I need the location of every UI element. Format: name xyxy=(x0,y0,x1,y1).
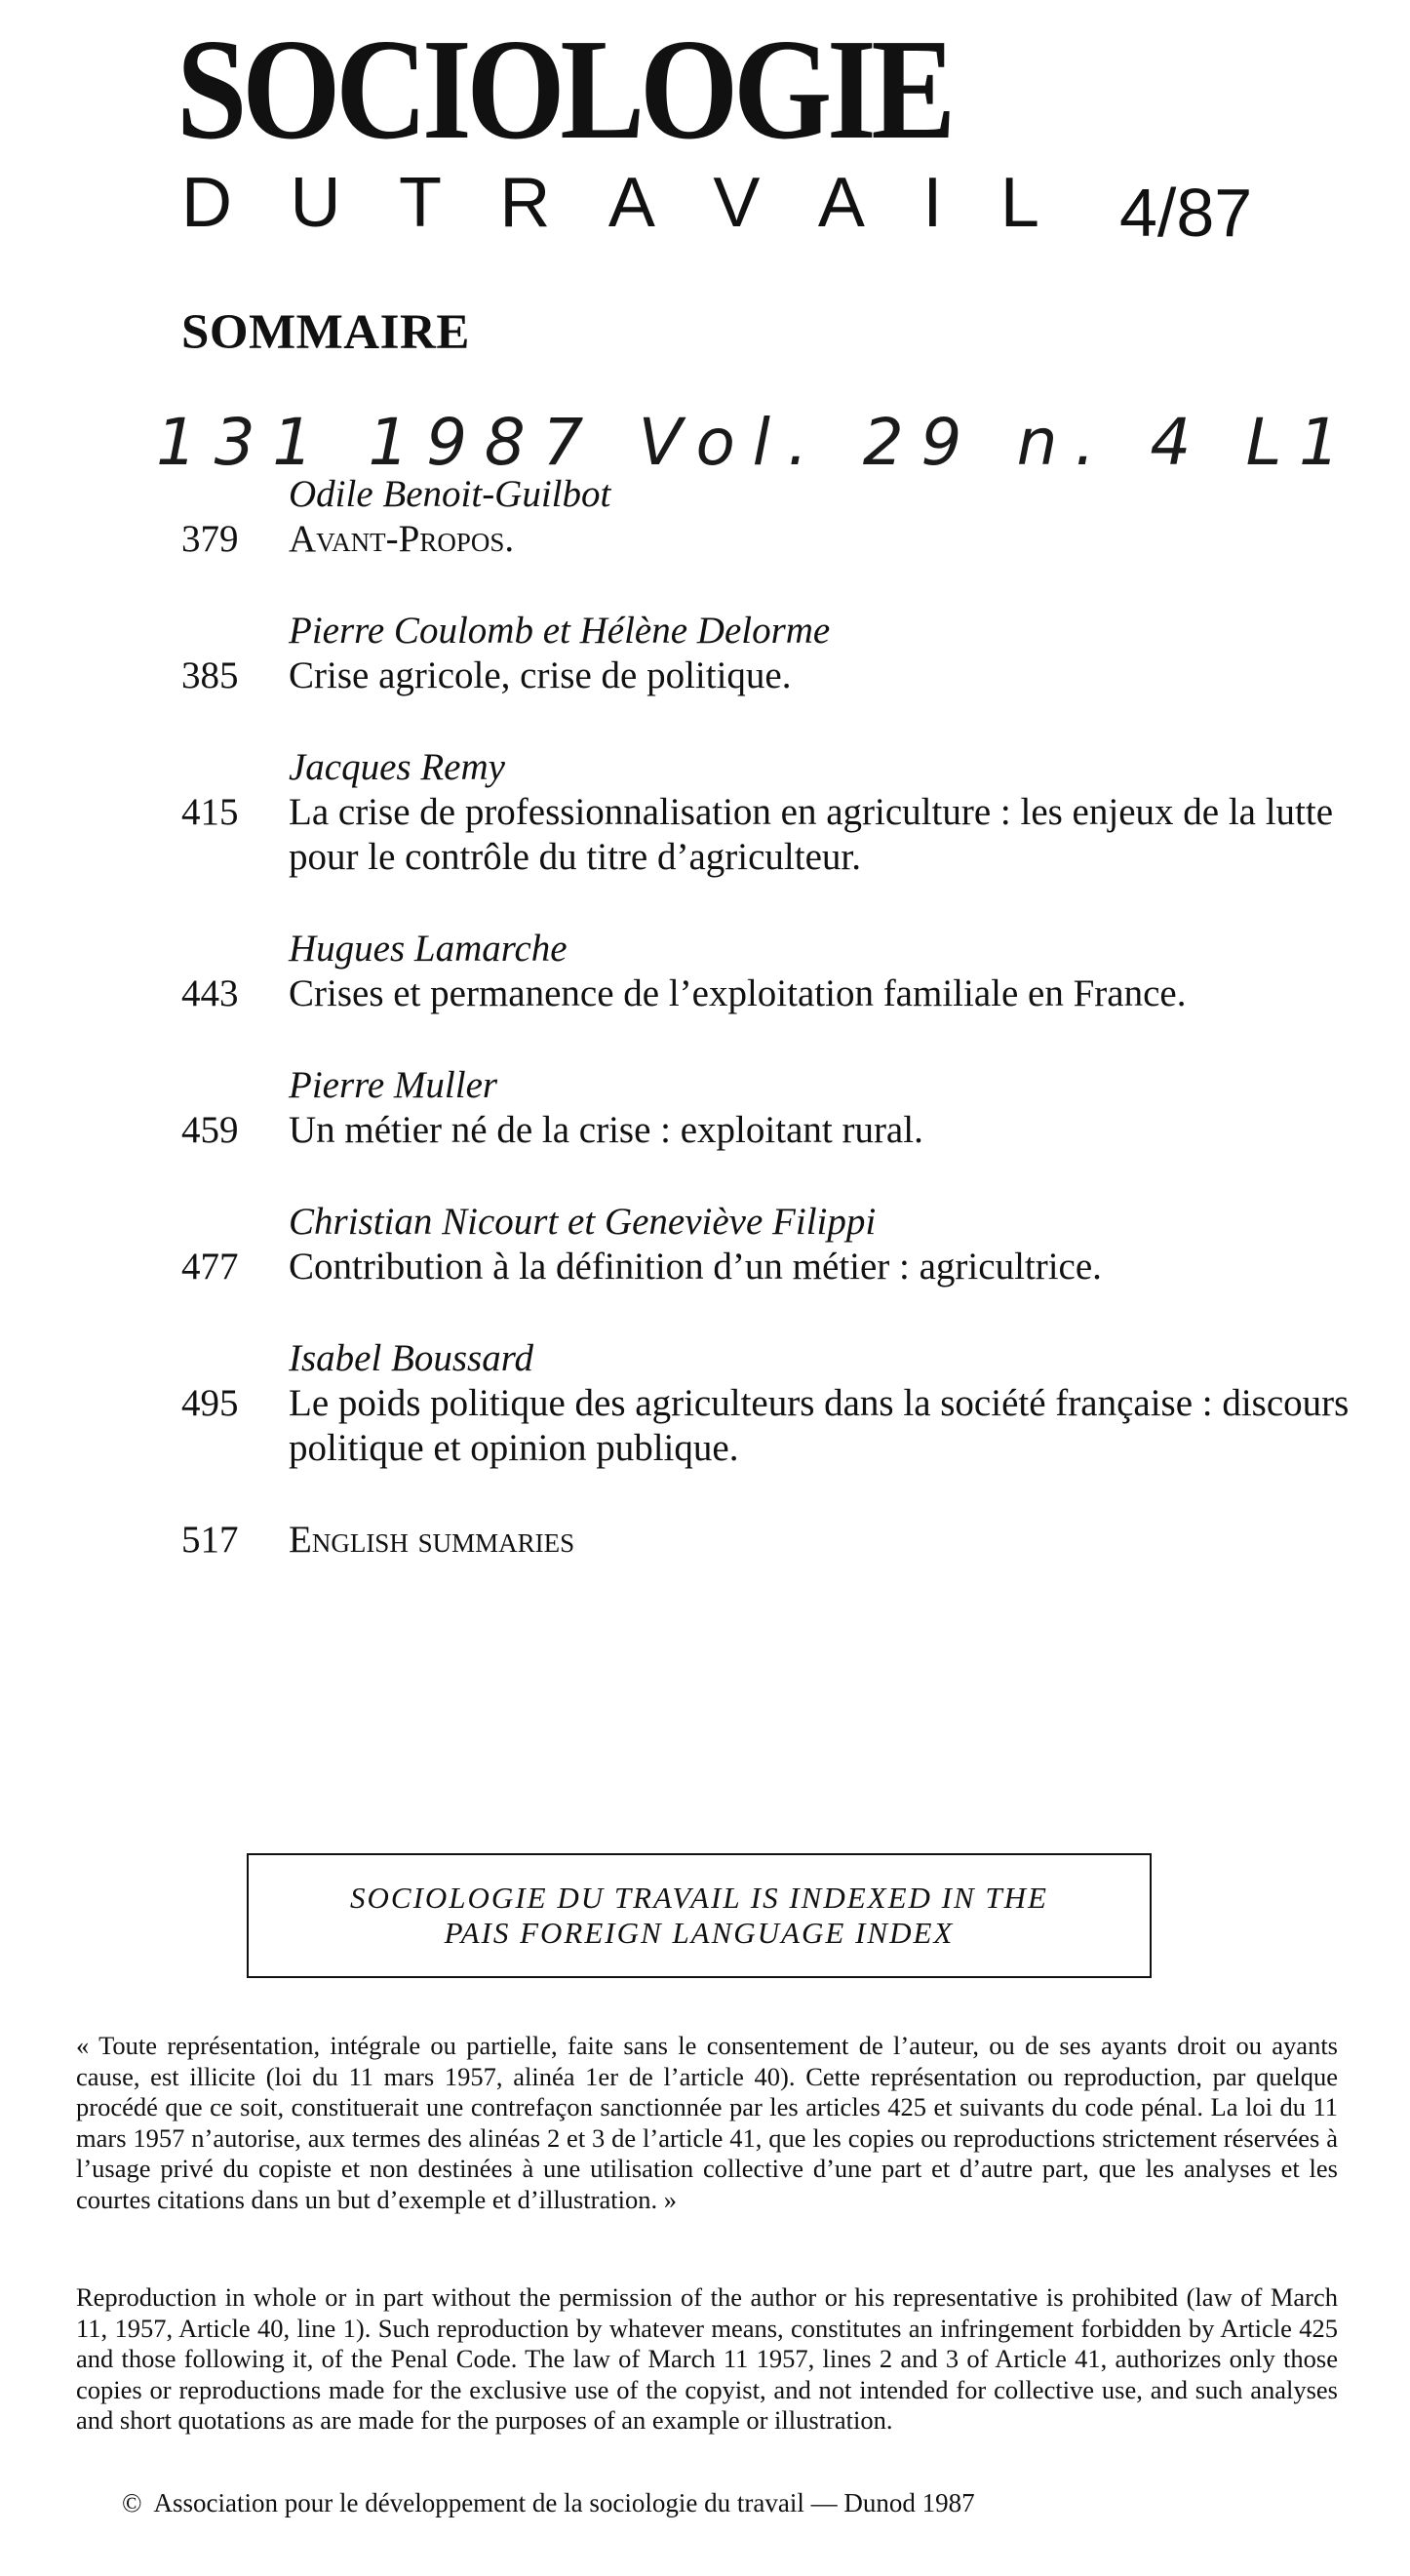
handwritten-note-text: 131 1987 Vol. 29 n. 4 L1 xyxy=(156,405,1346,480)
toc-author: Hugues Lamarche xyxy=(289,928,568,970)
journal-subtitle xyxy=(181,164,1039,242)
subtitle-letter: I xyxy=(922,164,943,242)
toc-author: Odile Benoit-Guilbot xyxy=(289,473,611,515)
toc-title: La crise de professionnalisation en agriculture : les enjeux de la lutte pour le contrôle du titre d’agriculteur. xyxy=(289,791,1334,878)
toc-author: Pierre Coulomb et Hélène Delorme xyxy=(289,610,831,652)
subtitle-letter: R xyxy=(499,164,551,242)
toc-page-number: 495 xyxy=(181,1382,239,1424)
subtitle-letter: L xyxy=(999,164,1039,242)
copyright-icon: © xyxy=(122,2488,142,2517)
toc-author: Christian Nicourt et Geneviève Filippi xyxy=(289,1201,877,1243)
toc-entry xyxy=(181,472,1371,562)
sommaire-heading: SOMMAIRE xyxy=(181,305,470,360)
toc-entry xyxy=(181,1200,1371,1289)
legal-notice-french: « Toute représentation, intégrale ou partielle, faite sans le consentement de l’auteur, ou de ses ayants droit ou ayants cause, est illicite (loi du 11 mars 1957, alinéa 1er de l’article 40). Cette représentation ou reproduction, par quelque procédé que ce soit, constituerait une contrefaçon sanctionnée par les articles 425 et suivants du code pénal. La loi du 11 mars 1957 n’autorise, aux termes des alinéas 2 et 3 de l’article 41, que les copies ou reproductions strictement réservées à l’usage privé du copiste et non destinées à une utilisation collective d’une part et d’autre part, que les analyses et les courtes citations dans un but d’exemple et d’illustration. » xyxy=(76,2031,1338,2214)
toc-page-number: 415 xyxy=(181,791,239,833)
toc-entry xyxy=(181,1336,1371,1471)
toc-title: Avant-Propos. xyxy=(289,518,515,560)
subtitle-letter: V xyxy=(713,164,761,242)
toc-page-number: 385 xyxy=(181,654,239,696)
toc-title: Contribution à la définition d’un métier : agricultrice. xyxy=(289,1246,1102,1288)
toc-page-number: 477 xyxy=(181,1246,239,1288)
toc-title: English summaries xyxy=(289,1519,575,1561)
toc-page-number: 443 xyxy=(181,972,239,1014)
toc-entry xyxy=(181,609,1371,698)
toc-page-number: 379 xyxy=(181,518,239,560)
index-notice-line: PAIS FOREIGN LANGUAGE INDEX xyxy=(444,1916,955,1950)
index-notice-box xyxy=(247,1853,1152,1978)
toc-title: Crise agricole, crise de politique. xyxy=(289,654,792,696)
toc-author: Isabel Boussard xyxy=(289,1337,533,1379)
toc-entry xyxy=(181,927,1371,1016)
index-notice-line: SOCIOLOGIE DU TRAVAIL IS INDEXED IN THE xyxy=(350,1881,1048,1915)
subtitle-letter: T xyxy=(398,164,442,242)
table-of-contents xyxy=(181,472,1371,1609)
toc-entry xyxy=(181,745,1371,880)
toc-title: Crises et permanence de l’exploitation familiale en France. xyxy=(289,972,1187,1014)
toc-title: Un métier né de la crise : exploitant rural. xyxy=(289,1109,923,1151)
toc-title: Le poids politique des agriculteurs dans la société française : discours politique et opinion publique. xyxy=(289,1382,1350,1469)
subtitle-letter: U xyxy=(290,164,341,242)
subtitle-letter: A xyxy=(607,164,655,242)
subtitle-letter: D xyxy=(181,164,232,242)
copyright-line xyxy=(122,2487,975,2518)
legal-notice-english: Reproduction in whole or in part without the permission of the author or his representative is prohibited (law of March 11, 1957, Article 40, line 1). Such reproduction by whatever means, constitutes an infringement forbidden by Article 425 and those following it, of the Penal Code. The law of March 11 1957, lines 2 and 3 of Article 41, authorizes only those copies or reproductions made for the exclusive use of the copyist, and not intended for collective use, and such analyses and short quotations as are made for the purposes of an example or illustration. xyxy=(76,2282,1338,2435)
toc-entry xyxy=(181,1518,1371,1563)
issue-number: 4/87 xyxy=(1119,175,1253,251)
toc-author: Jacques Remy xyxy=(289,746,505,788)
toc-author: Pierre Muller xyxy=(289,1064,498,1106)
toc-page-number: 459 xyxy=(181,1109,239,1151)
toc-entry xyxy=(181,1063,1371,1153)
toc-page-number: 517 xyxy=(181,1519,239,1561)
journal-title: SOCIOLOGIE xyxy=(176,10,952,170)
copyright-text: Association pour le développement de la sociologie du travail — Dunod 1987 xyxy=(153,2488,975,2517)
subtitle-letter: A xyxy=(817,164,865,242)
